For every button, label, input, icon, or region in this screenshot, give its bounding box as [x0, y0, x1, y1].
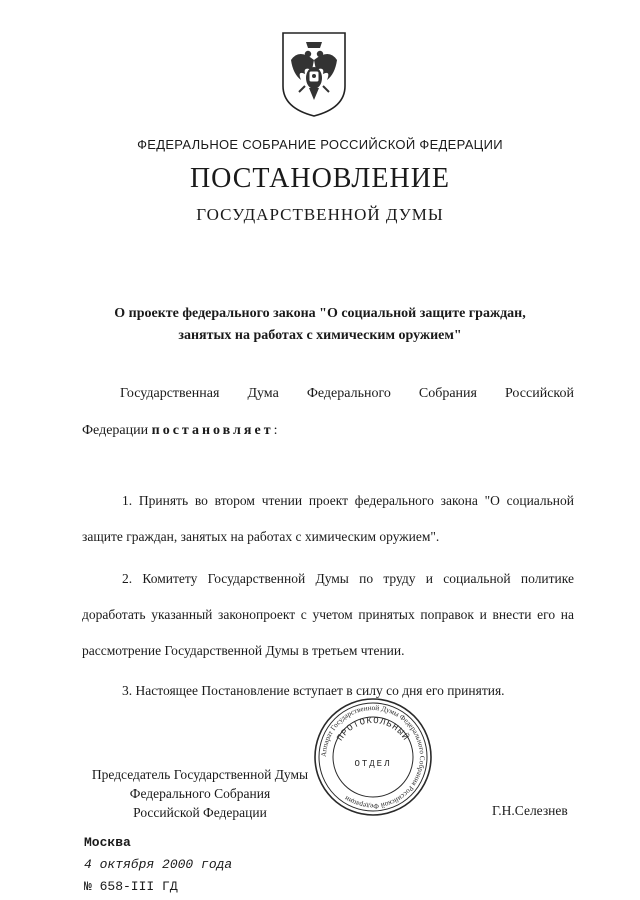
signatory-line-1: Председатель Государственной Думы [91, 767, 309, 782]
intro-line-2 [82, 423, 277, 439]
paragraph-2: 2. Комитету Государственной Думы по труду и социальной политике доработать указанный законопроект с учетом принятых поправок и внести его на рассмотрение Государственной Думы в третьем чтении. [82, 571, 574, 658]
signatory-title [70, 765, 330, 822]
round-seal-icon [312, 696, 434, 818]
footer-number: № 658-III ГД [84, 879, 178, 894]
signatory-line-3: Российской Федерации [133, 805, 267, 820]
document-caption [0, 303, 640, 347]
russian-coat-of-arms-icon [279, 30, 349, 118]
caption-line-2: занятых на работах с химическим оружием" [178, 328, 462, 343]
signatory-name: Г.Н.Селезнев [492, 803, 568, 818]
stamp-center-text: ОТДЕЛ [354, 759, 392, 769]
stamp-inner-text: ПРОТОКОЛЬНЫЙ [335, 715, 411, 743]
signatory-line-2: Федерального Собрания [129, 786, 271, 801]
intro-resolves: постановляет [151, 423, 274, 438]
paragraph-3: 3. Настоящее Постановление вступает в силу со дня его принятия. [122, 683, 505, 698]
footer-date: 4 октября 2000 года [84, 857, 233, 872]
document-footer [84, 832, 232, 898]
intro-plain: Федерации [82, 423, 152, 438]
svg-text:Аппарат Государственной Думы Ф [320, 704, 426, 810]
intro-line-1: Государственная Дума Федерального Собрания Российской [120, 386, 574, 401]
intro-end: : [273, 423, 278, 438]
document-type-title: ПОСТАНОВЛЕНИЕ [189, 163, 451, 194]
paragraph-1: 1. Принять во втором чтении проект федерального закона "О социальной защите граждан, занятых на работах с химическим оружием". [82, 493, 574, 544]
stamp-outer-text: Аппарат Государственной Думы Федерального Собрания Российской Федерации [319, 703, 427, 811]
caption-line-1: О проекте федерального закона "О социальной защите граждан, [114, 306, 526, 321]
issuer-subtitle: ГОСУДАРСТВЕННОЙ ДУМЫ [196, 205, 444, 224]
footer-city: Москва [84, 835, 131, 850]
organization-name: ФЕДЕРАЛЬНОЕ СОБРАНИЕ РОССИЙСКОЙ ФЕДЕРАЦИИ [137, 137, 503, 152]
